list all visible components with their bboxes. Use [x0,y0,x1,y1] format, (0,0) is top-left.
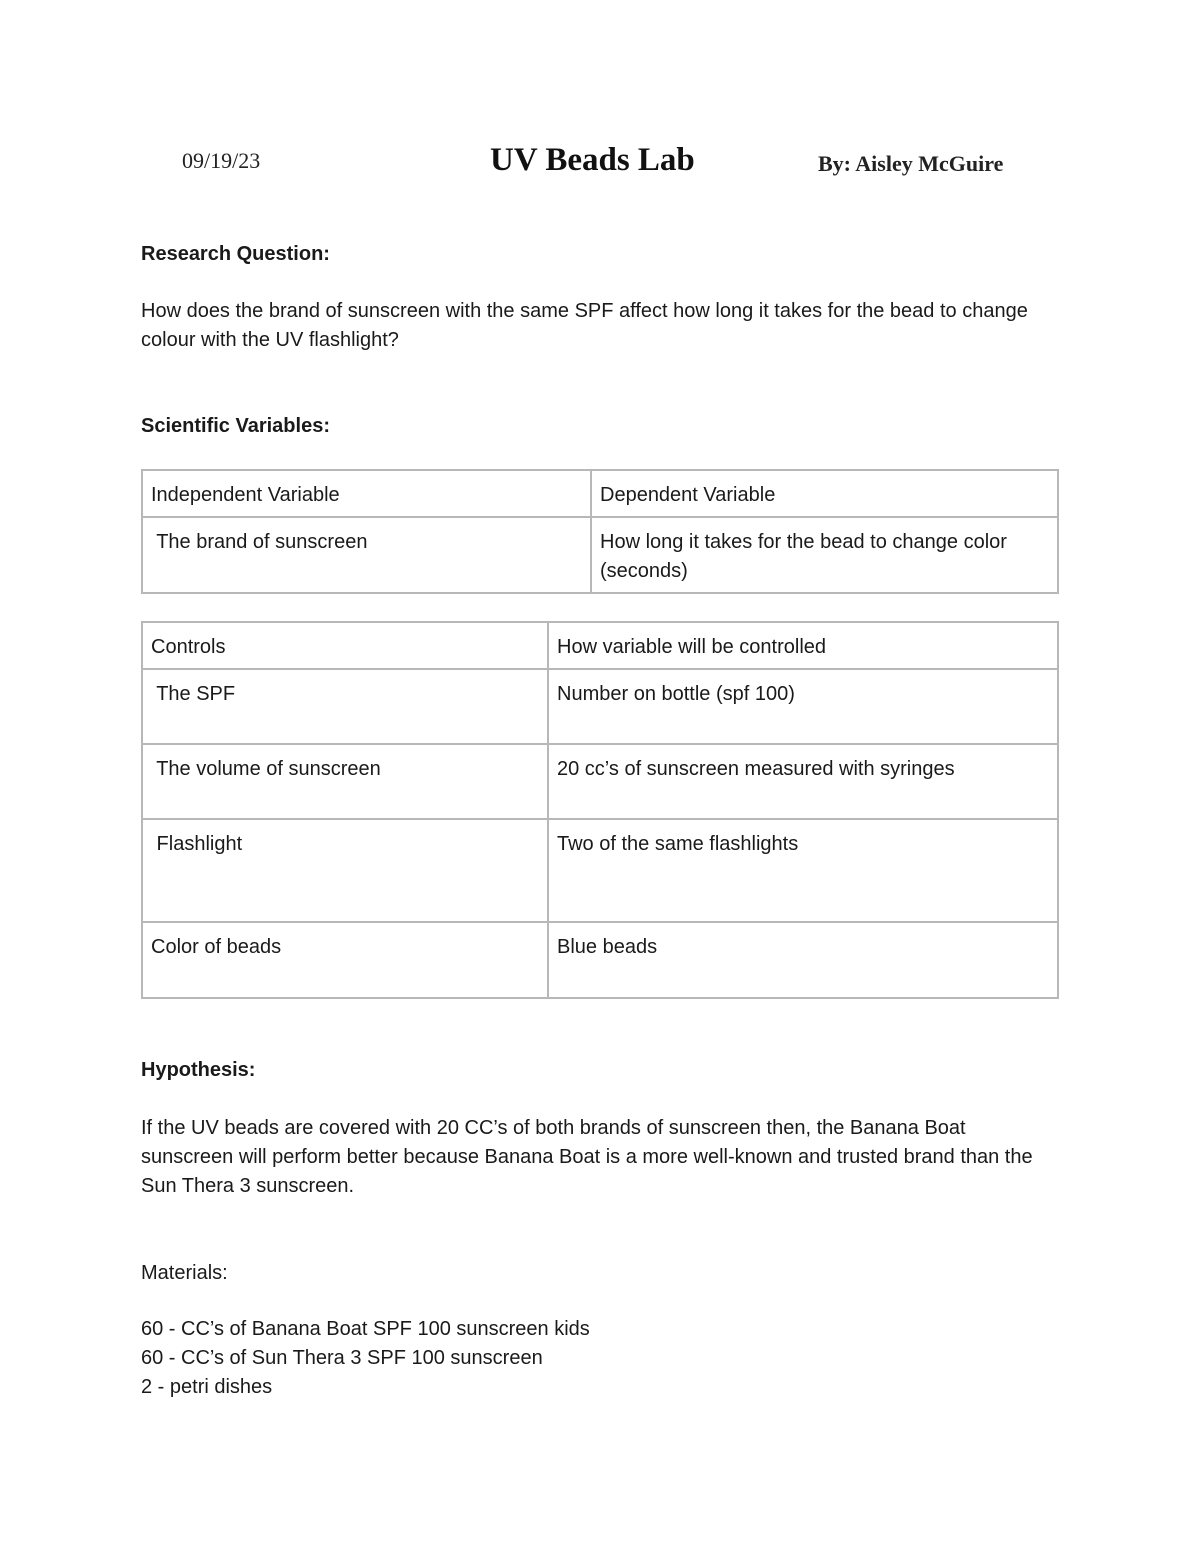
table-header-cell: Controls [142,622,548,669]
author-line: By: Aisley McGuire [818,151,1004,176]
table-cell: Number on bottle (spf 100) [548,669,1058,744]
table-row [142,517,1058,593]
hypothesis-text: If the UV beads are covered with 20 CC’s of both brands of sunscreen then, the Banana Boat sunscreen will perform better because Banana Boat is a more well-known and trusted brand than the Sun Thera 3 sunscreen. [141,1117,1033,1197]
list-item: 2 - petri dishes [141,1376,273,1398]
table-row [142,744,1058,819]
controls-table [141,621,1059,999]
header-date: 09/19/23 [182,148,261,173]
table-row [142,622,1058,669]
table-cell: Color of beads [142,922,548,998]
table-header-cell: Independent Variable [142,470,591,517]
page-title: UV Beads Lab [490,142,695,178]
list-item: 60 - CC’s of Banana Boat SPF 100 sunscreen kids [141,1318,590,1340]
table-cell: Flashlight [142,819,548,922]
scientific-variables-heading: Scientific Variables: [141,415,330,437]
research-question-heading: Research Question: [141,243,330,265]
table-header-cell: Dependent Variable [591,470,1058,517]
table-cell: How long it takes for the bead to change color (seconds) [591,517,1058,593]
table-cell: The volume of sunscreen [142,744,548,819]
research-question-text: How does the brand of sunscreen with the same SPF affect how long it takes for the bead to change colour with the UV flashlight? [141,300,1028,351]
table-header-cell: How variable will be controlled [548,622,1058,669]
variables-table [141,469,1059,594]
table-cell: Two of the same flashlights [548,819,1058,922]
table-cell: Blue beads [548,922,1058,998]
materials-list [141,1315,1041,1402]
table-row [142,922,1058,998]
hypothesis-heading: Hypothesis: [141,1059,256,1081]
table-cell: The brand of sunscreen [142,517,591,593]
table-cell: 20 cc’s of sunscreen measured with syringes [548,744,1058,819]
list-item: 60 - CC’s of Sun Thera 3 SPF 100 sunscreen [141,1347,543,1369]
table-cell: The SPF [142,669,548,744]
table-row [142,669,1058,744]
table-row [142,819,1058,922]
materials-heading: Materials: [141,1262,228,1284]
table-row [142,470,1058,517]
